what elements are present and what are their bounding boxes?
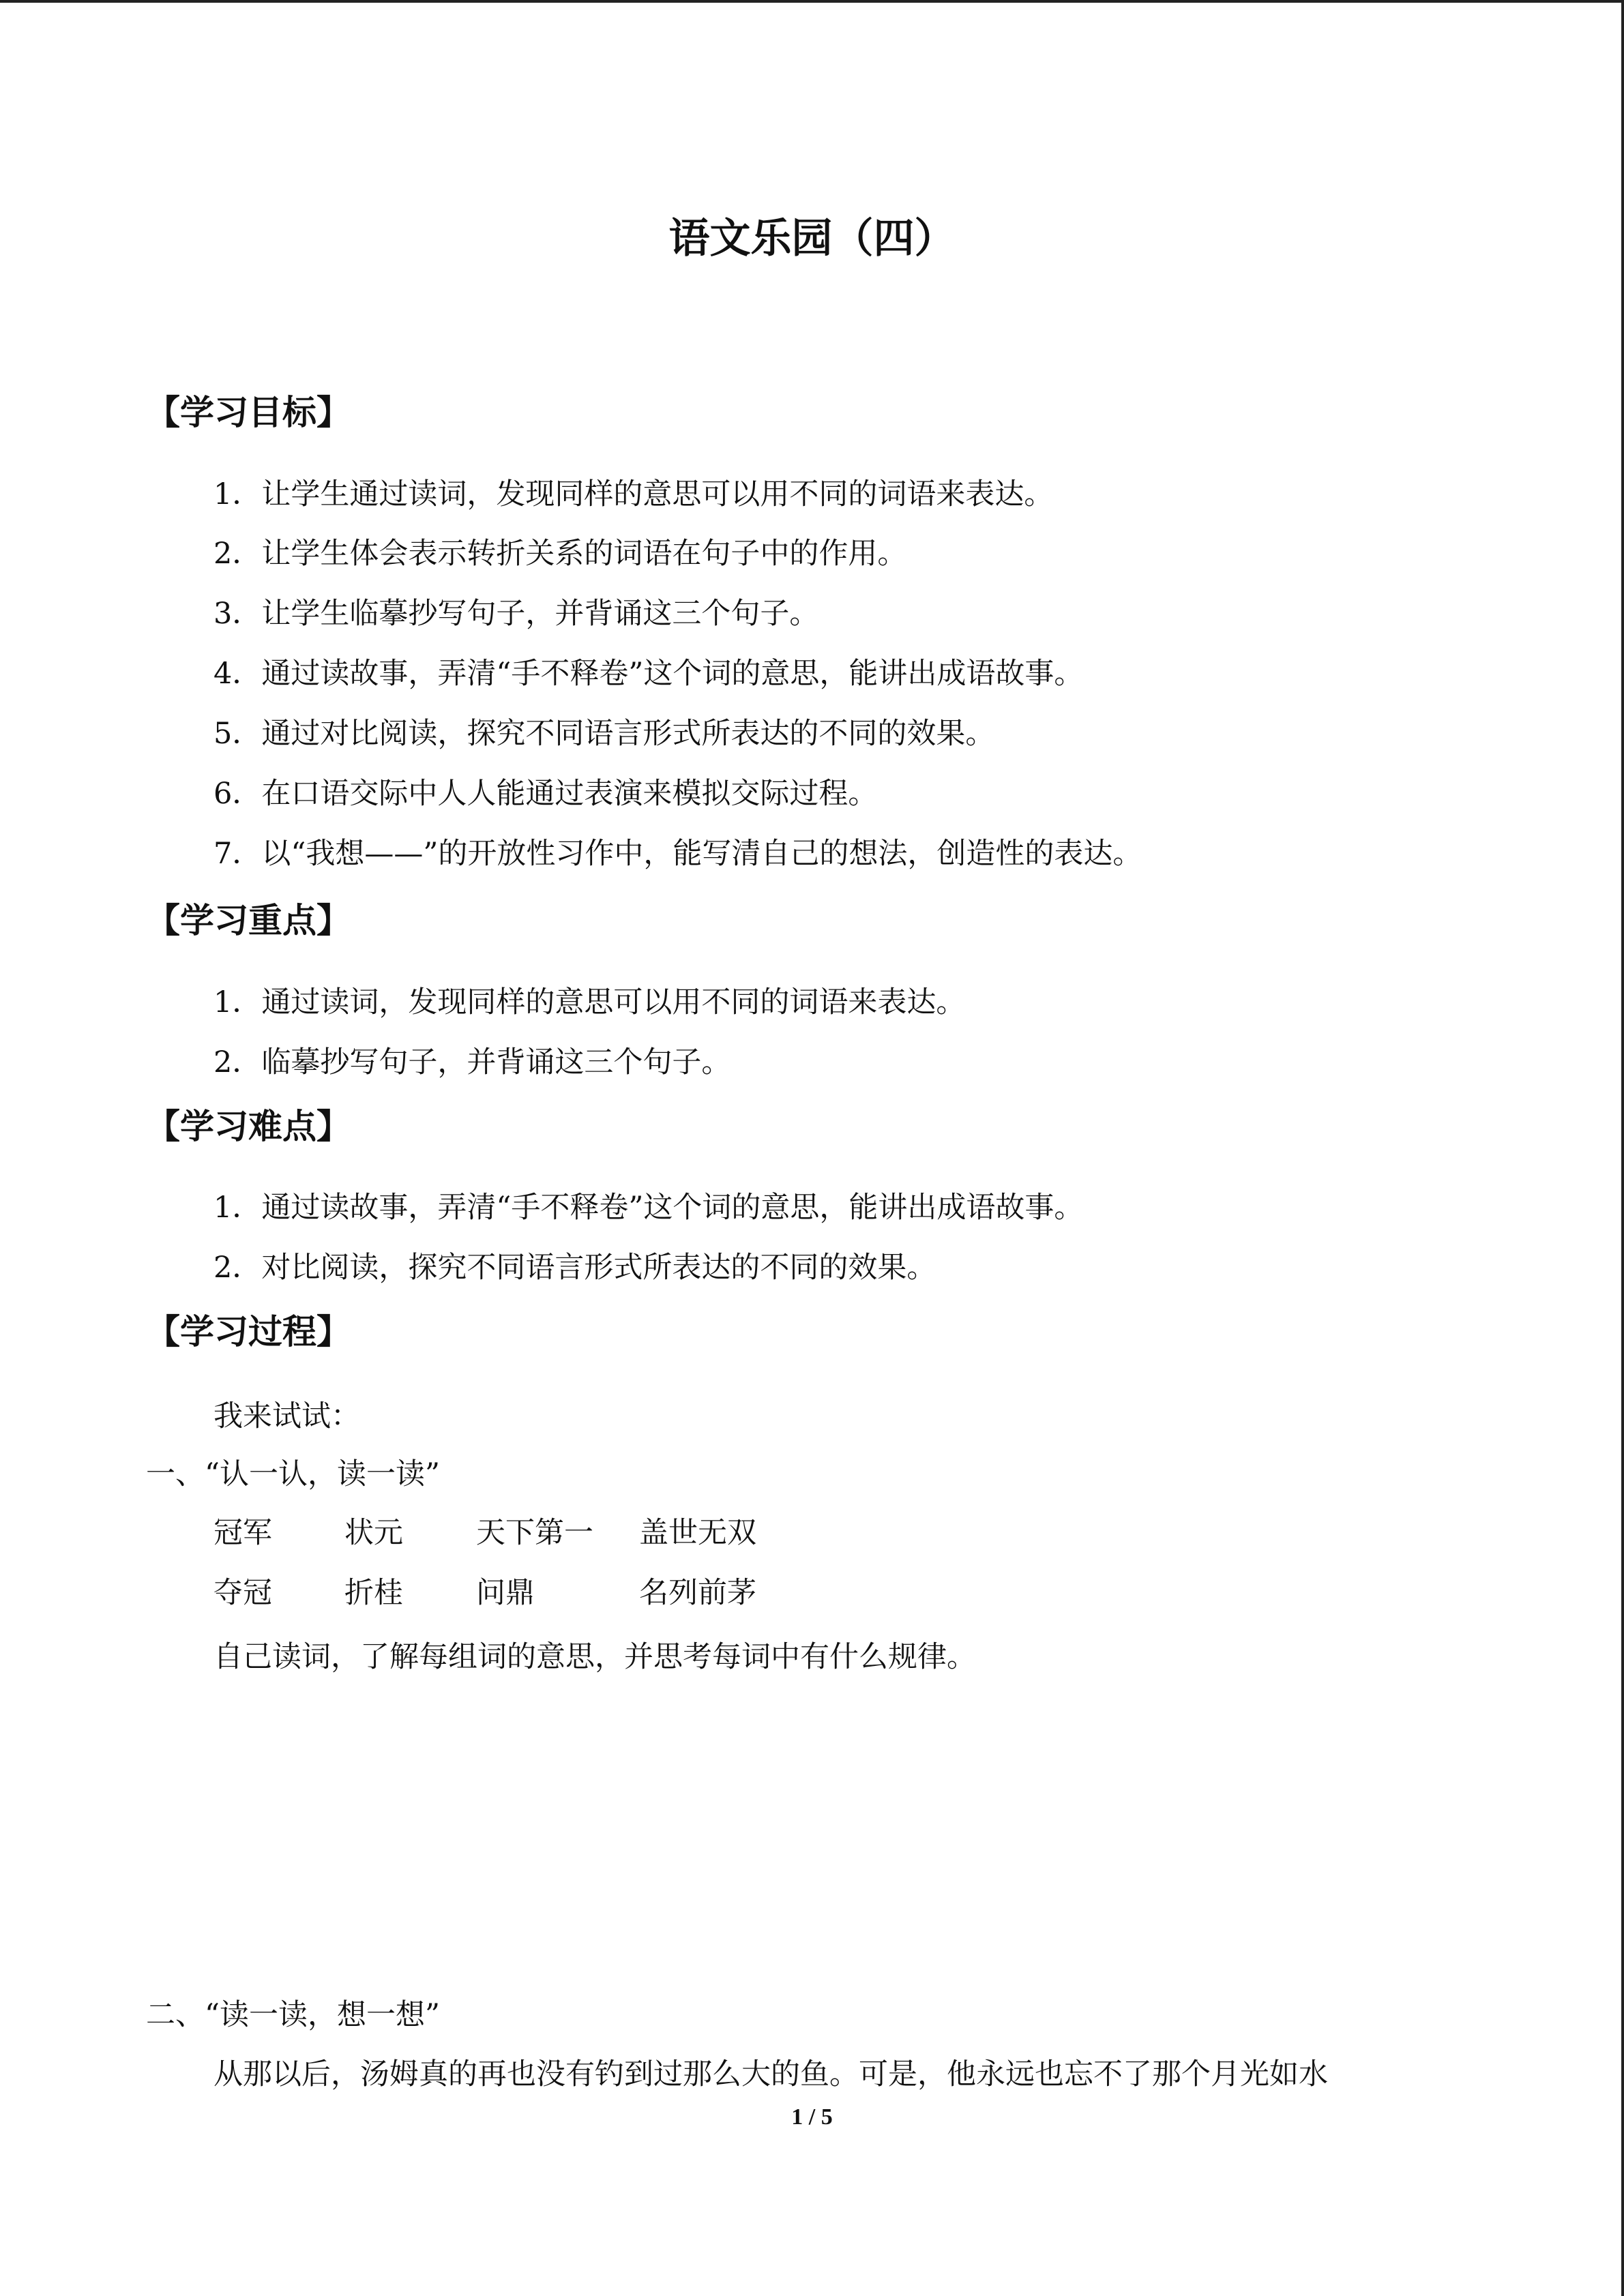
heading-difficulties: 【学习难点】 [146, 1107, 351, 1146]
goal-item-1: 1．让学生通过读词，发现同样的意思可以用不同的词语来表达。 [213, 477, 1054, 511]
goal-item-5: 5．通过对比阅读，探究不同语言形式所表达的不同的效果。 [213, 717, 995, 751]
document-title: 语文乐园（四） [668, 215, 956, 263]
goal-item-2: 2．让学生体会表示转折关系的词语在句子中的作用。 [213, 537, 907, 571]
goal-item-3: 3．让学生临摹抄写句子，并背诵这三个句子。 [213, 597, 819, 631]
key-point-item-1: 1．通过读词，发现同样的意思可以用不同的词语来表达。 [213, 985, 966, 1019]
goal-item-4: 4．通过读故事，弄清“手不释卷”这个词的意思，能讲出成语故事。 [213, 657, 1084, 691]
page-top-border [0, 0, 1624, 3]
goal-item-6: 6．在口语交际中人人能通过表演来模拟交际过程。 [213, 777, 878, 811]
part1-title: 一、“认一认，读一读” [146, 1457, 440, 1491]
word-item: 夺冠 [213, 1576, 272, 1610]
word-item: 状元 [344, 1516, 403, 1550]
process-intro: 我来试试： [213, 1399, 360, 1433]
page-number: 1 / 5 [791, 2104, 833, 2130]
part1-instruction: 自己读词，了解每组词的意思，并思考每词中有什么规律。 [213, 1640, 976, 1674]
word-item: 冠军 [213, 1516, 272, 1550]
heading-learning-goals: 【学习目标】 [146, 393, 351, 432]
word-item: 折桂 [344, 1576, 403, 1610]
word-item: 问鼎 [476, 1576, 535, 1610]
heading-learning-process: 【学习过程】 [146, 1312, 351, 1352]
word-item: 名列前茅 [639, 1576, 756, 1610]
word-item: 盖世无双 [639, 1516, 756, 1550]
part2-title: 二、“读一读，想一想” [146, 1998, 440, 2032]
heading-key-points: 【学习重点】 [146, 901, 351, 940]
difficulty-item-2: 2．对比阅读，探究不同语言形式所表达的不同的效果。 [213, 1251, 936, 1285]
goal-item-7: 7．以“我想——”的开放性习作中，能写清自己的想法，创造性的表达。 [213, 837, 1142, 871]
page-right-border [1621, 0, 1624, 2296]
part2-text: 从那以后，汤姆真的再也没有钓到过那么大的鱼。可是，他永远也忘不了那个月光如水 [213, 2057, 1328, 2091]
difficulty-item-1: 1．通过读故事，弄清“手不释卷”这个词的意思，能讲出成语故事。 [213, 1191, 1084, 1225]
key-point-item-2: 2．临摹抄写句子，并背诵这三个句子。 [213, 1045, 731, 1079]
word-item: 天下第一 [476, 1516, 593, 1550]
